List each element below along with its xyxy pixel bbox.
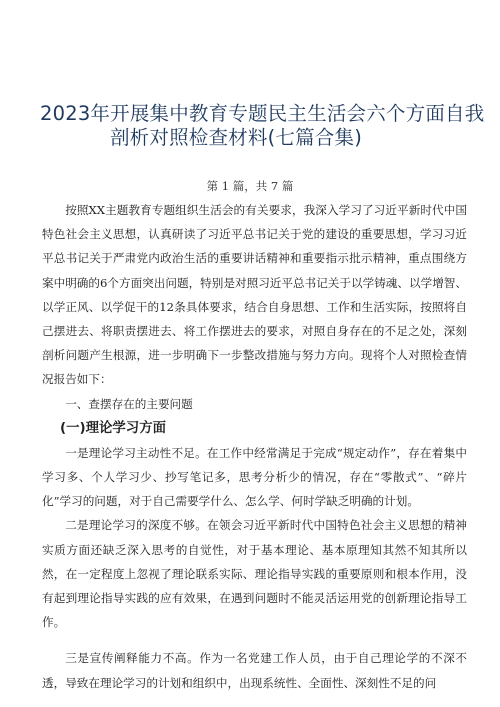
page-indicator: 第 1 篇，共 7 篇	[206, 179, 294, 193]
subsection-heading: (一)理论学习方面	[60, 420, 166, 436]
paragraph-2: 二是理论学习的深度不够。在领会习近平新时代中国特色社会主义思想的精神实质方面还缺乏深入思考的自觉性，对于基本理论、基本原理知其然不知其所以然，在一定程度上忽视了理论联系实际、理论指导实践的重要原则和根本作用，没有起到理论指导实践的应有效果，在遇到问题时不能灵活运用党的创新理论指导工作。	[42, 518, 467, 630]
paragraph-3: 三是宣传阐释能力不高。作为一名党建工作人员，由于自己理论学的不深不透，导致在理论学习的计划和组织中，出现系统性、全面性、深刻性不足的问	[42, 651, 467, 690]
document-body	[42, 198, 467, 695]
document-title-line1: 2023年开展集中教育专题民主生活会六个方面自我	[40, 102, 485, 125]
paragraph-1: 一是理论学习主动性不足。在工作中经常满足于完成“规定动作”，存在着集中学习多、个人学习少、抄写笔记多，思考分析少的情况，存在“零散式”、“碎片化”学习的问题，对于自己需要学什么、怎么学、何时学缺乏明确的计划。	[42, 445, 467, 509]
intro-paragraph: 按照XX主题教育专题组织生活会的有关要求，我深入学习了习近平新时代中国特色社会主义思想，认真研读了习近平总书记关于党的建设的重要思想，学习习近平总书记关于严肃党内政治生活的重要讲话精神和重要指示批示精神，重点围绕方案中明确的6个方面突出问题，特别是对照习近平总书记关于以学铸魂、以学增智、以学正风、以学促干的12条具体要求，结合自身思想、工作和生活实际，按照将自己摆进去、将职责摆进去、将工作摆进去的要求，对照自身存在的不足之处，深刻剖析问题产生根源，进一步明确下一步整改措施与努力方向。现将个人对照检查情况报告如下：	[42, 203, 467, 387]
document-title-line2: 剖析对照检查材料(七篇合集)	[109, 126, 362, 149]
paragraph-gap	[42, 634, 467, 646]
section-heading: 一、查摆存在的主要问题	[65, 396, 193, 411]
